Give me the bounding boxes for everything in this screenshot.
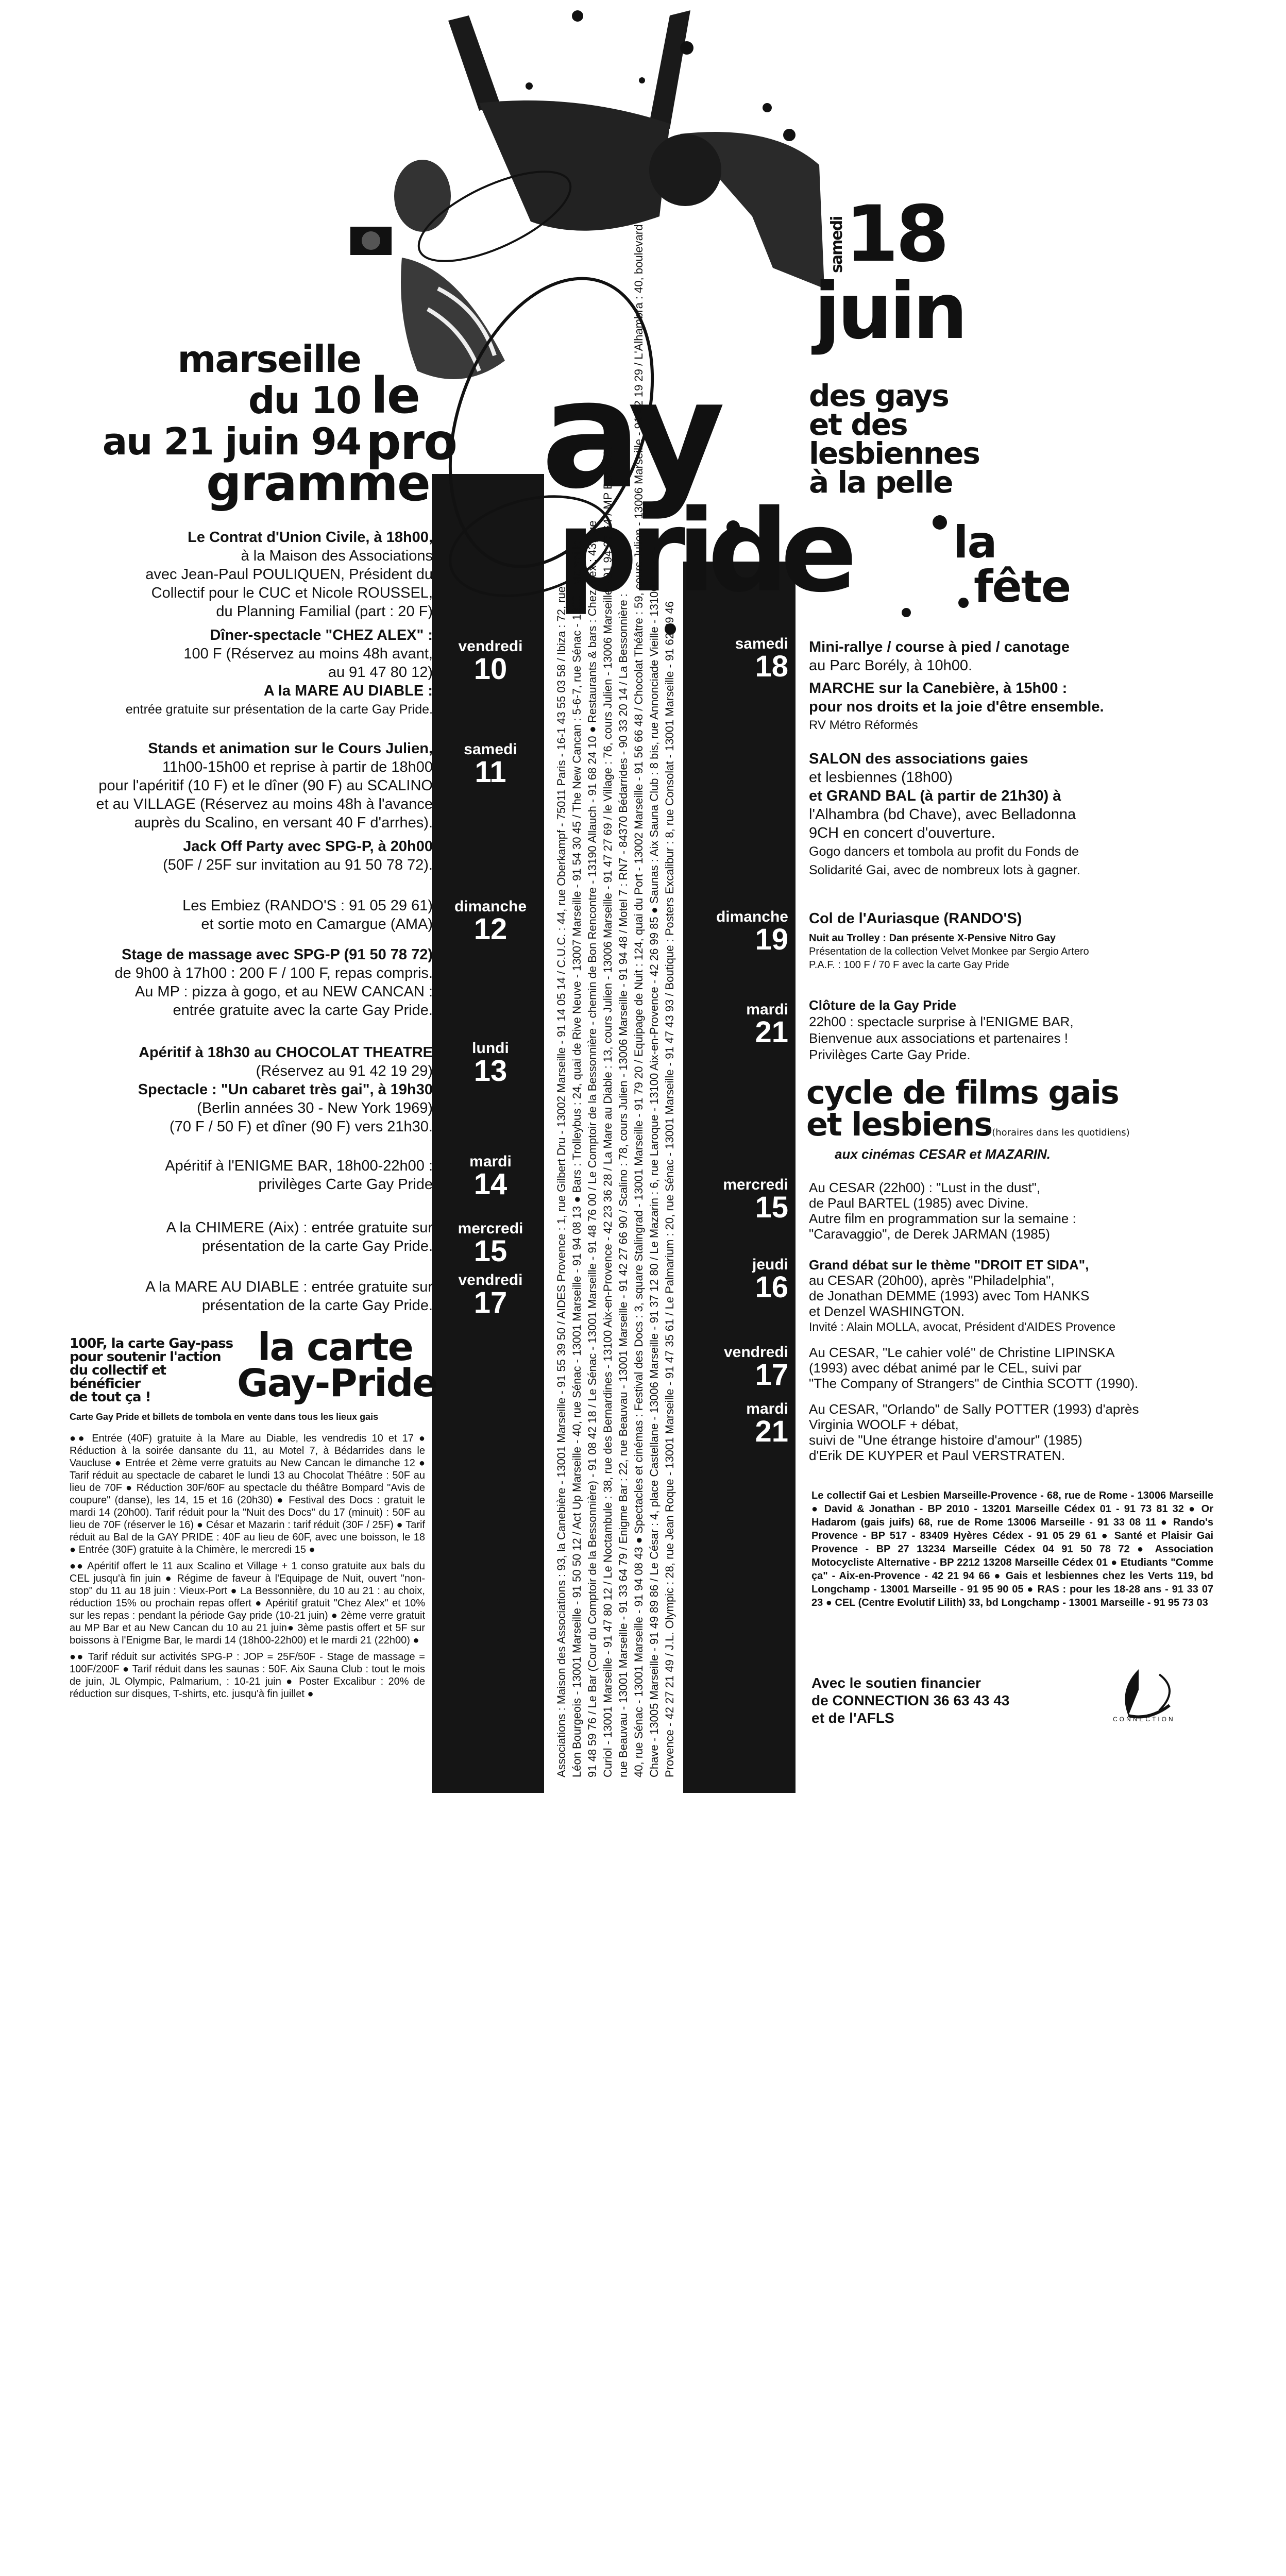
day-label-dimanche-19: dimanche 19 — [716, 908, 788, 956]
gay-text: ay — [541, 348, 716, 522]
event-line: SALON des associations gaies — [809, 751, 1028, 767]
event-line: A la CHIMERE (Aix) : entrée gratuite sur — [166, 1219, 433, 1236]
event-line: P.A.F. : 100 F / 70 F avec la carte Gay Pride — [809, 959, 1009, 971]
event-cloture — [809, 997, 1231, 1063]
carte-title — [237, 1325, 437, 1405]
event-line: RV Métro Réformés — [809, 718, 918, 732]
event-line: Col de l'Auriasque (RANDO'S) — [809, 910, 1022, 927]
speckle — [902, 608, 911, 617]
event-salon-grand-bal — [809, 750, 1231, 879]
event-line: 100 F (Réservez au moins 48h avant, — [183, 646, 433, 662]
speckle — [763, 103, 772, 112]
film-lust-in-the-dust — [809, 1180, 1231, 1242]
event-line: Au CESAR, "Orlando" de Sally POTTER (1993) d'après — [809, 1401, 1139, 1417]
event-line: Au MP : pizza à gogo, et au NEW CANCAN : — [134, 984, 433, 1000]
event-line: A la MARE AU DIABLE : — [263, 683, 433, 699]
event-line: Clôture de la Gay Pride — [809, 997, 957, 1013]
carte-paragraph-1: ●● Entrée (40F) gratuite à la Mare au Diable, les vendredis 10 et 17 ● Réduction à la soirée dansante du 11, au Motel 7, à Bédarrides dans le Vaucluse ● Entrée et 2ème verre gratuits au New Cancan le dimanche 12 ● Tarif réduit au spectacle de cabaret le lundi 13 au Chocolat Théâtre : 50F au lieu de 70F ● Réduction 30F/60F au spectacle du théâtre Bompard "Avis de coupure" (danse), les 14, 15 et 16 (20h30) ● Festival des Docs : gratuit le mardi 14 (20h00). Tarif réduit pour la "Nuit des Docs" du 17 (minuit) : 50F au lieu de 70F (réserver le 16) ● César et Mazarin : tarif réduit (30F / 25F) ● Tarif réduit au Bal de la GAY PRIDE : 40F au lieu de 60F, avec une boisson, le 18 ● Entrée (30F) gratuite à la Chimère, le mercredi 15 ● — [70, 1433, 425, 1555]
address-line-2: Léon Bourgeois - 13001 Marseille - 91 50 50 12 / Act Up Marseille - 40, rue Sénac - 13001 Marseille - 91 94 08 13 ● Bars : Trolleybus : 24, quai de Rive Neuve - 13007 Marseille - 91 54 30 45 / The New Cancan : 5-6-7, rue Sénac - 13001 Marseille — [570, 540, 583, 1777]
soutien-line: Avec le soutien financier — [811, 1675, 981, 1691]
event-line: de Paul BARTEL (1985) avec Divine. — [809, 1195, 1029, 1211]
headline-gramme — [206, 454, 430, 512]
event-line: de Jonathan DEMME (1993) avec Tom HANKS — [809, 1288, 1090, 1303]
headline-marseille — [103, 337, 361, 381]
headline-dates-1 — [103, 379, 361, 422]
cycle-subtitle-text: aux cinémas CESAR et MAZARIN. — [835, 1146, 1051, 1162]
event-line: Stands et animation sur le Cours Julien, — [148, 740, 433, 757]
event-line: Spectacle : "Un cabaret très gai", à 19h30 — [138, 1081, 433, 1098]
event-chocolat-theatre — [77, 1043, 433, 1136]
samedi-label: samedi — [828, 216, 846, 273]
event-line: Nuit au Trolley : Dan présente X-Pensive Nitro Gay — [809, 933, 1056, 944]
address-line-6: 40, rue Sénac - 13001 Marseille - 91 94 08 43 ● Spectacles et cinémas : Festival des Docs : 3, square Stalingrad - 13001 Marseille - 91 79 20 / Equipage de Nuit : 124, quai du Port - 13002 Marseille - 91 56 66 48 / Chocolat Théâtre : 59, cours Julien - 13006 Marseille - 91 42 19 29 / L'Alhambra : 40, boulevard — [632, 224, 645, 1777]
event-line: "Caravaggio", de Derek JARMAN (1985) — [809, 1226, 1050, 1242]
la-text: la — [953, 517, 996, 568]
day-label-lundi-13: lundi 13 — [472, 1040, 509, 1088]
soutien-line: et de l'AFLS — [811, 1710, 894, 1726]
day-18-big — [845, 190, 946, 279]
event-line: entrée gratuite avec la carte Gay Pride. — [173, 1002, 433, 1019]
fete-text: fête — [974, 561, 1071, 613]
juin-big — [814, 267, 965, 357]
event-line: l'Alhambra (bd Chave), avec Belladonna — [809, 806, 1076, 823]
event-line: Collectif pour le CUC et Nicole ROUSSEL, — [151, 585, 433, 601]
carte-paragraph-2: ●● Apéritif offert le 11 aux Scalino et Village + 1 conso gratuite aux bals du CEL jusqu'à fin juin ● Régime de faveur à l'Equipage de Nuit, ouvert "non-stop" du 11 au 18 juin : Vieux-Port ● La Bessonnière, du 10 au 21 : au choix, réduction 15% ou prochain repas offert ● Apéritif gratuit "Chez Alex" et 10% sur les repas : pendant la période Gay pride (10-21 juin) ● 2ème verre gratuit au MP Bar et au New Cancan du 10 au 21 juin● 3ème pastis offert et 5F sur boissons à l'Enigme Bar, le mardi 14 (18h00-22h00) et le mardi 21 (22h00) ● — [70, 1561, 425, 1646]
day-label-samedi-18: samedi 18 — [735, 635, 788, 683]
event-line: (1993) avec débat animé par le CEL, suivi par — [809, 1360, 1081, 1376]
pitch-line: bénéficier — [70, 1376, 141, 1392]
juin-text: juin — [814, 267, 965, 357]
event-line: Autre film en programmation sur la semaine : — [809, 1211, 1076, 1226]
event-line: Privilèges Carte Gay Pride. — [809, 1047, 971, 1062]
film-orlando — [809, 1401, 1231, 1463]
event-mare-au-diable — [77, 1278, 433, 1315]
event-line: d'Erik DE KUYPER et Paul VERSTRATEN. — [809, 1448, 1065, 1463]
event-line: Le Contrat d'Union Civile, à 18h00, — [188, 529, 433, 546]
event-line: avec Jean-Paul POULIQUEN, Président du — [145, 566, 433, 583]
event-line: Invité : Alain MOLLA, avocat, Président d'AIDES Provence — [809, 1320, 1116, 1333]
event-line: au CESAR (20h00), après "Philadelphia", — [809, 1273, 1055, 1288]
le-text: le — [371, 367, 420, 425]
event-line: et GRAND BAL (à partir de 21h30) à — [809, 788, 1061, 804]
address-line-4: Curiol - 13001 Marseille - 91 47 80 12 / Le Noctambule : 38, rue des Bernardines - 13100 Aix-en-Provence - 42 23 36 28 / La Mare au Diable : 13, cours Julien - 13006 Marseille - 91 47 27 69 / le Village : 76, cours Julien - 13006 Marseille - 91 94 27 64 / MP Bar : 10, — [601, 446, 614, 1777]
event-line: à la Maison des Associations — [241, 548, 433, 564]
day-label-mardi-14: mardi 14 — [469, 1153, 512, 1201]
carte-subtitle-text: Carte Gay Pride et billets de tombola en vente dans tous les lieux gais — [70, 1412, 379, 1422]
event-line: Apéritif à l'ENIGME BAR, 18h00-22h00 : — [165, 1158, 433, 1174]
pride-text: pride — [556, 485, 850, 617]
event-contrat-union-civile — [77, 528, 433, 621]
event-line: (70 F / 50 F) et dîner (90 F) vers 21h30. — [170, 1118, 433, 1135]
address-line-3: 91 48 59 76 / Le Bar (Cour du Comptoir de la Bessonnière) - 91 08 42 18 / Le Sénac - 13001 Marseille - 91 48 76 00 / Le Comptoir de la Bessonnière - chemin de Bon Rencontre - 13190 Allauch - 91 68 24 10 ● Restaurants & bars : Chez Alex : 43, rue — [586, 520, 599, 1777]
speckle — [639, 77, 645, 83]
address-line-5: rue Beauvau - 13001 Marseille - 91 33 64 79 / Enigme Bar : 22, rue Beauvau - 13001 Marseille - 91 42 27 66 90 / Scalino : 78, cours Julien - 13006 Marseille - 91 94 48 / Motel 7 : RN7 - 84370 Bédarrides - 90 33 20 14 / La Bessonnière : — [617, 594, 630, 1777]
event-line: pour nos droits et la joie d'être ensemble. — [809, 699, 1104, 715]
day-label-vendredi-17: vendredi 17 — [458, 1272, 523, 1319]
day-label-jeudi-16: jeudi 16 — [752, 1256, 788, 1304]
event-line: Dîner-spectacle "CHEZ ALEX" : — [210, 627, 433, 643]
speckle — [680, 41, 693, 55]
event-marche-canebiere — [809, 679, 1231, 735]
connection-logo-text: CONNECTION — [1113, 1716, 1175, 1723]
event-line: au 91 47 80 12) — [328, 664, 433, 681]
event-line: Au CESAR (22h00) : "Lust in the dust", — [809, 1180, 1041, 1195]
event-line: pour l'apéritif (10 F) et le dîner (90 F) au SCALINO — [98, 777, 433, 794]
event-line: Grand débat sur le thème "DROIT ET SIDA", — [809, 1257, 1089, 1273]
speckle — [526, 82, 533, 90]
event-line: et sortie moto en Camargue (AMA) — [201, 916, 433, 933]
event-nuit-trolley — [809, 931, 1231, 972]
event-chimere — [77, 1218, 433, 1256]
speckle — [783, 129, 796, 141]
event-line: présentation de la carte Gay Pride. — [201, 1238, 433, 1255]
event-line: Présentation de la collection Velvet Monkee par Sergio Artero — [809, 946, 1089, 957]
dates-line-1: du 10 — [248, 379, 361, 422]
gramme-text: gramme — [206, 454, 430, 512]
cycle-films-title — [806, 1074, 1130, 1149]
event-line: Jack Off Party avec SPG-P, à 20h00 — [183, 838, 433, 855]
event-line: Stage de massage avec SPG-P (91 50 78 72) — [122, 946, 433, 963]
address-line-7: Chave - 13005 Marseille - 91 49 89 86 / Le César : 4, place Castellane - 13006 Marseille - 91 37 12 80 / Le Mazarin : 6, rue Laroque - 13100 Aix-en-Provence - 42 26 99 85 ● Saunas : Aix Sauna Club : 8 bis, rue Annonciade Vieille - 13100 Aix-en- — [648, 546, 661, 1777]
day-label-mercredi-15: mercredi 15 — [458, 1220, 523, 1268]
event-col-auriasque — [809, 909, 1231, 928]
speckle — [933, 515, 947, 530]
event-line: Au CESAR, "Le cahier volé" de Christine LIPINSKA — [809, 1345, 1115, 1360]
event-line: (Berlin années 30 - New York 1969) — [197, 1100, 433, 1116]
pro-text: pro — [366, 413, 457, 471]
dates-line-2: au 21 juin 94 — [102, 420, 361, 463]
film-cahier-vole — [809, 1345, 1231, 1391]
film-debat-droit-et-sida — [809, 1257, 1231, 1334]
event-line: Mini-rallye / course à pied / canotage — [809, 639, 1070, 655]
carte-paragraph-3: ●● Tarif réduit sur activités SPG-P : JOP = 25F/50F - Stage de massage = 100F/200F ● Tarif réduit dans les saunas : 50F. Aix Sauna Club : tout le mois de juin, JL Olympic, Palmarium, : 10-21 juin ● Poster Excalibur : 20% de réduction sur disques, T-shirts, etc. jusqu'à fin juillet ● — [70, 1651, 425, 1700]
day-label-vendredi-10: vendredi 10 — [458, 638, 523, 686]
samedi-vertical — [830, 217, 845, 273]
tagline-1: des gays — [809, 378, 949, 413]
event-line: et au VILLAGE (Réservez au moins 48h à l'avance — [96, 796, 433, 812]
pitch-line: pour soutenir l'action — [70, 1349, 221, 1365]
event-line: et Denzel WASHINGTON. — [809, 1303, 964, 1319]
day-label-mardi-21-films: mardi 21 — [746, 1400, 788, 1448]
marseille-text: marseille — [177, 337, 361, 381]
tagline-3: lesbiennes — [809, 436, 979, 471]
event-line: (Réservez au 91 42 19 29) — [256, 1063, 433, 1079]
event-stands-cours-julien — [62, 739, 433, 832]
event-line: suivi de "Une étrange histoire d'amour" (1985) — [809, 1432, 1082, 1448]
la-fete — [953, 517, 1071, 613]
address-line-1: Associations : Maison des Associations : 93, la Canebière - 13001 Marseille - 91 55 39 50 / AIDES Provence : 1, rue Gilbert Dru - 13002 Marseille - 91 14 05 14 / C.U.C. : 44, rue Oberkampf - 75011 Paris - 16-1 43 55 03 58 / Ibiza : 72, rue — [555, 586, 568, 1777]
event-jack-off-party — [77, 837, 433, 874]
carte-pitch — [70, 1337, 234, 1404]
event-line: Virginia WOOLF + débat, — [809, 1417, 959, 1432]
event-line: (50F / 25F sur invitation au 91 50 78 72). — [163, 857, 433, 873]
event-line: entrée gratuite sur présentation de la carte Gay Pride. — [125, 702, 433, 717]
event-line: du Planning Familial (part : 20 F) — [216, 603, 433, 620]
event-line: de 9h00 à 17h00 : 200 F / 100 F, repas compris. — [114, 965, 433, 981]
speckle — [572, 10, 583, 22]
cycle-title-line-2: et lesbiens — [806, 1106, 992, 1143]
event-line: "The Company of Strangers" de Cinthia SCOTT (1990). — [809, 1376, 1139, 1391]
event-line: auprès du Scalino, en versant 40 F d'arrhes). — [134, 815, 433, 831]
address-line-8: Provence - 42 27 21 49 / J.L. Olympic : 28, rue Jean Roque - 13001 Marseille - 91 47 35 61 / Le Palmarium : 20, rue Sénac - 13001 Marseille - 91 47 43 93 / Boutique : Posters Excalibur : 8, rue Consolat - 13001 Marseille - 91 62 29 46 — [663, 601, 676, 1777]
event-line: Bienvenue aux associations et partenaires ! — [809, 1030, 1068, 1046]
day-label-samedi-11: samedi 11 — [464, 741, 517, 789]
event-mini-rallye — [809, 638, 1231, 675]
carte-subtitle — [70, 1412, 430, 1422]
soutien-line: de CONNECTION 36 63 43 43 — [811, 1692, 1010, 1708]
carte-avantages — [70, 1432, 425, 1700]
day-label-mercredi-15-films: mercredi 15 — [723, 1176, 788, 1224]
event-line: privilèges Carte Gay Pride — [258, 1176, 433, 1193]
event-line: 22h00 : spectacle surprise à l'ENIGME BAR, — [809, 1014, 1074, 1029]
event-line: et lesbiennes (18h00) — [809, 769, 953, 786]
event-enigme-bar — [77, 1157, 433, 1194]
pitch-line: 100F, la carte Gay-pass — [70, 1336, 233, 1351]
soutien-financier — [811, 1674, 1009, 1727]
tagline-4: à la pelle — [809, 465, 953, 500]
pitch-line: de tout ça ! — [70, 1389, 151, 1405]
event-line: MARCHE sur la Canebière, à 15h00 : — [809, 680, 1068, 697]
carte-title-line-2: Gay-Pride — [237, 1361, 437, 1405]
day18-text: 18 — [845, 190, 946, 279]
carte-title-line-1: la carte — [258, 1325, 413, 1369]
collectif-associations — [811, 1489, 1213, 1609]
day-label-dimanche-12: dimanche 12 — [454, 898, 527, 946]
day-label-vendredi-17-films: vendredi 17 — [723, 1344, 788, 1392]
event-line: au Parc Borély, à 10h00. — [809, 657, 973, 674]
collectif-text: Le collectif Gai et Lesbien Marseille-Provence - 68, rue de Rome - 13006 Marseille ● David & Jonathan - BP 2010 - 13201 Marseille Cédex 01 - 91 73 81 32 ● Or Hadarom (gais juifs) 68, rue de Rome 13006 Marseille - 91 33 08 11 ● Rando's Provence - BP 517 - 83409 Hyères Cédex - 91 05 29 61 ● Santé et Plaisir Gai Provence - BP 27 13234 Marseille Cédex 04 91 50 78 72 ● Association Motocycliste Alternative - BP 2212 13208 Marseille Cédex 01 ● Etudiants "Comme ça" - Aix-en-Provence - 42 21 94 66 ● Gais et lesbiennes chez les Verts 119, bd Longchamp - 13001 Marseille - 91 95 90 05 ● RAS : pour les 18-28 ans - 91 33 07 23 ● CEL (Centre Evolutif Lilith) 33, bd Longchamp - 13001 Marseille - 91 95 73 03 — [811, 1490, 1213, 1608]
event-line: Solidarité Gai, avec de nombreux lots à gagner. — [809, 863, 1080, 877]
event-embiez — [77, 896, 433, 934]
tagline-2: et des — [809, 407, 907, 442]
event-line: présentation de la carte Gay Pride. — [201, 1297, 433, 1314]
tagline — [809, 378, 979, 500]
cycle-films-subtitle — [835, 1146, 1051, 1162]
event-line: Les Embiez (RANDO'S : 91 05 29 61) — [182, 897, 433, 914]
day-label-mardi-21: mardi 21 — [746, 1001, 788, 1049]
cycle-note: (horaires dans les quotidiens) — [992, 1127, 1130, 1138]
cycle-title-line-1: cycle de films gais — [806, 1074, 1119, 1111]
event-line: A la MARE AU DIABLE : entrée gratuite sur — [145, 1279, 433, 1295]
event-line: Gogo dancers et tombola au profit du Fonds de — [809, 844, 1079, 859]
event-stage-massage — [77, 945, 433, 1020]
connection-logo — [1108, 1659, 1190, 1731]
event-line: 9CH en concert d'ouverture. — [809, 825, 995, 841]
event-diner-chez-alex — [62, 626, 433, 719]
pitch-line: du collectif et — [70, 1363, 166, 1378]
event-line: 11h00-15h00 et reprise à partir de 18h00 — [162, 759, 433, 775]
event-line: Apéritif à 18h30 au CHOCOLAT THEATRE — [139, 1044, 433, 1061]
